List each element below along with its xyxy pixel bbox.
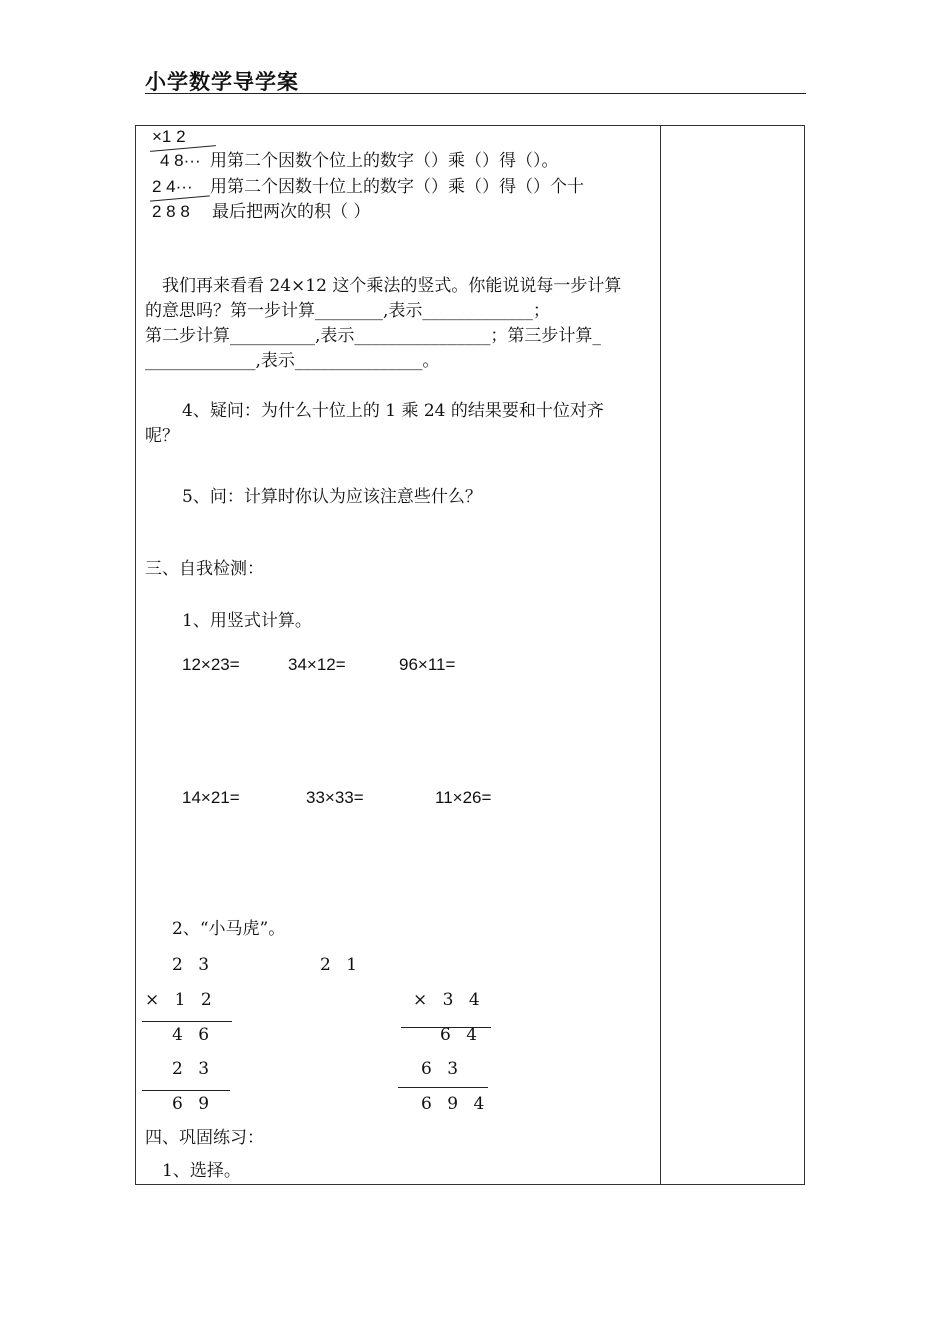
explain-line-1: 我们再来看看 24×12 这个乘法的竖式。你能说说每一步计算 <box>162 276 622 296</box>
table-column-divider <box>660 125 661 1185</box>
right-problem-top: 2 1 <box>320 955 363 975</box>
calc-step-2-text: 用第二个因数十位上的数字（）乘（）得（）个十 <box>210 177 584 197</box>
left-problem-result: 6 9 <box>172 1094 215 1114</box>
right-problem-rule-2 <box>398 1087 488 1088</box>
explain-line-2: 的意思吗？第一步计算________,表示_____________； <box>145 301 550 321</box>
section-3-item-2: 2、“小马虎”。 <box>172 919 286 939</box>
right-problem-multiplier: × 3 4 <box>413 990 485 1010</box>
exercise-1: 12×23= <box>182 655 240 674</box>
exercise-2: 34×12= <box>288 655 346 674</box>
left-problem-multiplier: × 1 2 <box>145 990 217 1010</box>
section-3-item-1: 1、用竖式计算。 <box>182 611 312 631</box>
calc-multiplier: ×1 2 <box>152 127 186 146</box>
question-5: 5、问：计算时你认为应该注意些什么？ <box>182 487 482 507</box>
section-4-item-1: 1、选择。 <box>162 1161 241 1181</box>
exercise-6: 11×26= <box>435 788 492 807</box>
calc-partial-1: 4 8··· <box>160 151 201 170</box>
explain-line-4: _____________,表示_______________。 <box>145 351 440 371</box>
left-problem-partial-1: 4 6 <box>172 1025 215 1045</box>
explain-line-3: 第二步计算__________,表示________________；第三步计算_ <box>145 326 601 346</box>
calc-partial-2: 2 4··· <box>152 177 193 196</box>
page-title: 小学数学导学案 <box>145 70 299 94</box>
right-problem-partial-1: 6 4 <box>440 1025 483 1045</box>
exercise-5: 33×33= <box>306 788 364 807</box>
calc-step-3-text: 最后把两次的积（ ） <box>212 202 371 222</box>
question-4-line-1: 4、疑问：为什么十位上的 1 乘 24 的结果要和十位对齐 <box>182 401 604 421</box>
left-problem-rule-1 <box>142 1021 232 1022</box>
calc-step-1-text: 用第二个因数个位上的数字（）乘（）得（）。 <box>210 151 559 171</box>
question-4-line-2: 呢？ <box>145 426 179 446</box>
right-problem-result: 6 9 4 <box>421 1094 490 1114</box>
header-divider <box>145 93 806 94</box>
section-3-heading: 三、自我检测： <box>145 559 264 579</box>
right-problem-partial-2: 6 3 <box>421 1059 464 1079</box>
calc-result: 2 8 8 <box>152 202 190 221</box>
left-problem-partial-2: 2 3 <box>172 1059 215 1079</box>
section-4-heading: 四、巩固练习： <box>145 1128 264 1148</box>
left-problem-rule-2 <box>142 1090 230 1091</box>
exercise-4: 14×21= <box>182 788 240 807</box>
exercise-3: 96×11= <box>399 655 456 674</box>
left-problem-top: 2 3 <box>172 955 215 975</box>
